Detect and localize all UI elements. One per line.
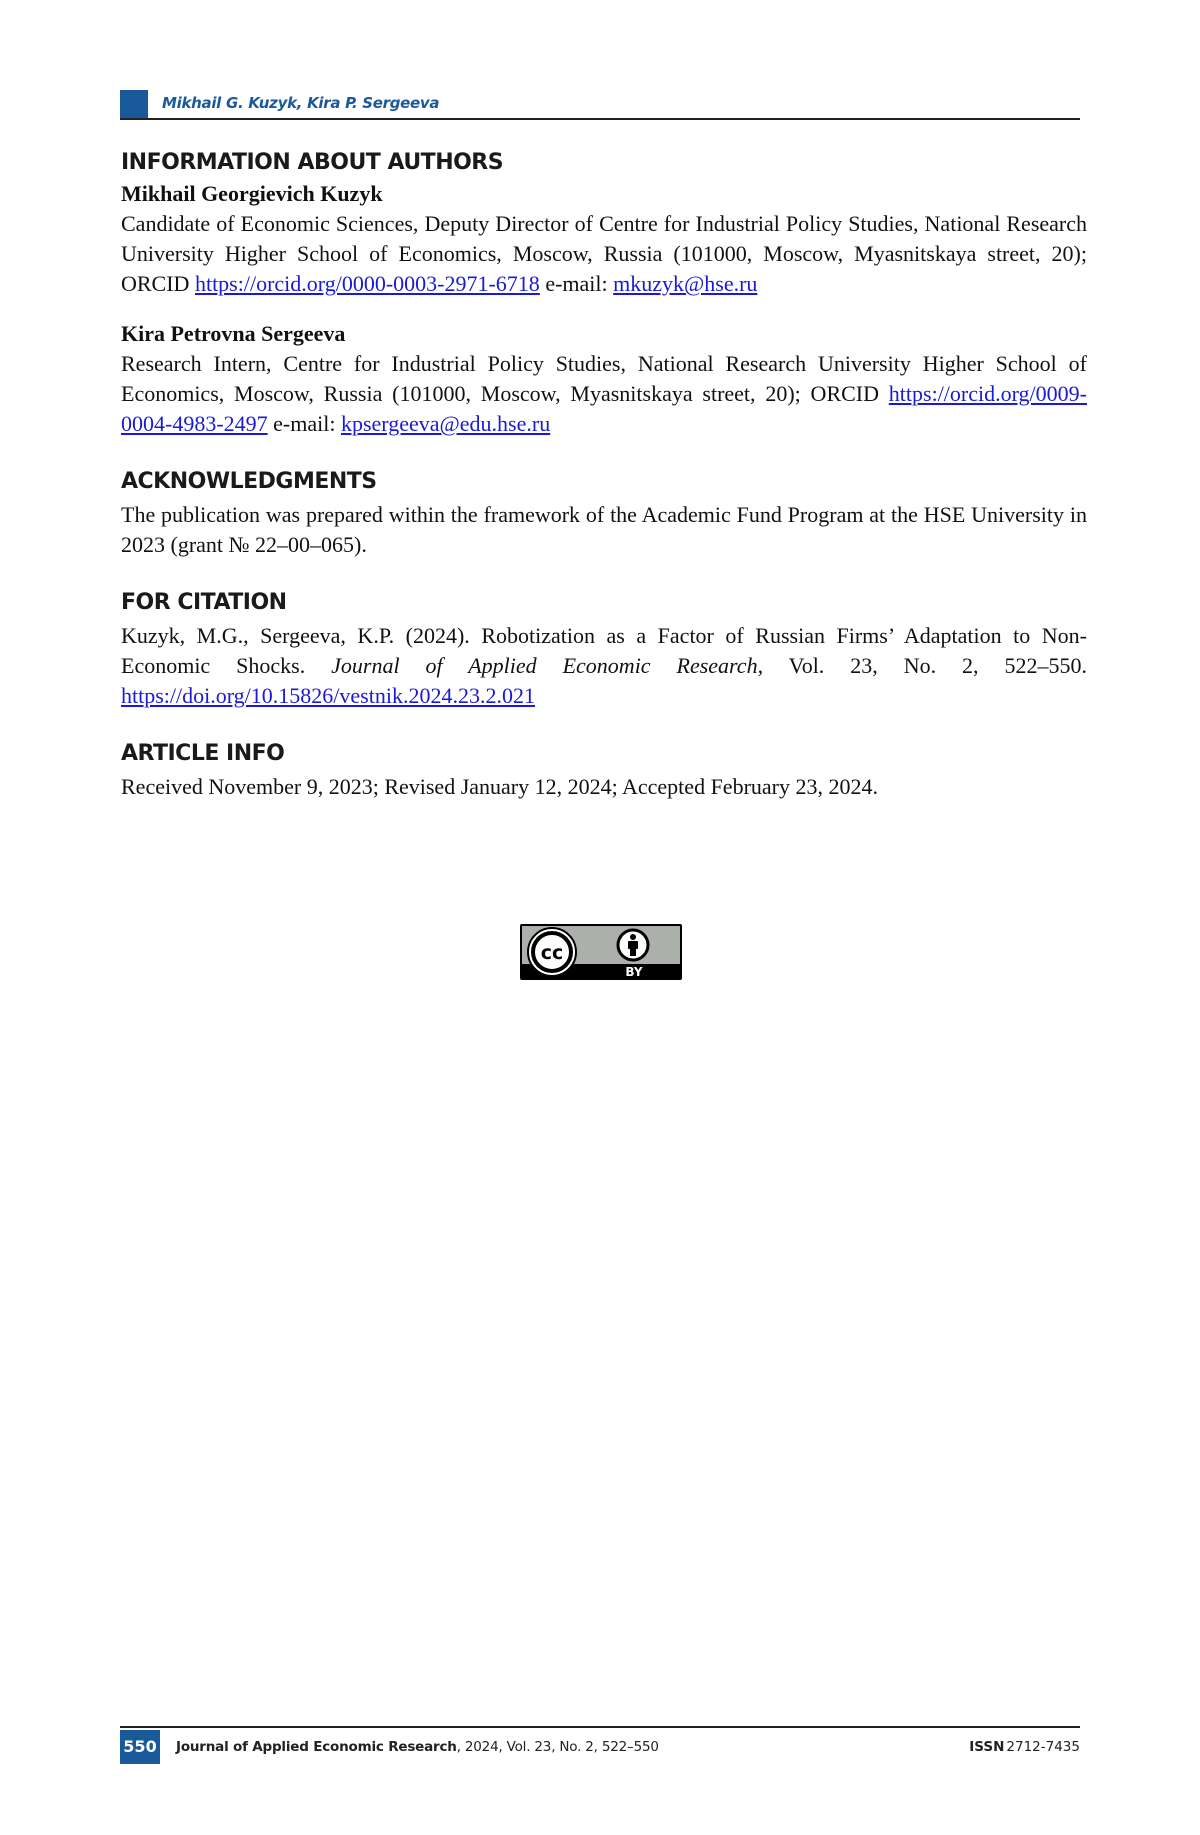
author2-bio-text: Research Intern, Centre for Industrial Policy Studies, National Research University Higher School of Economics, Moscow, Russia (101000, Moscow, Myasnitskaya street, 20); ORCID [121, 351, 1087, 406]
article-info-section [121, 741, 1087, 802]
page-content [121, 150, 1087, 802]
footer-journal-name: Journal of Applied Economic Research [176, 1739, 457, 1755]
footer-rule [120, 1726, 1080, 1728]
author2-bio [121, 349, 1087, 439]
footer-journal [176, 1739, 659, 1755]
citation-section [121, 590, 1087, 711]
citation-text [121, 621, 1087, 711]
author2-email-label: e-mail: [273, 411, 336, 436]
footer-issn-value: 2712-7435 [1006, 1739, 1080, 1755]
citation-heading: FOR CITATION [121, 590, 287, 615]
authors-heading: INFORMATION ABOUT AUTHORS [121, 150, 504, 175]
page-number: 550 [120, 1730, 160, 1764]
author1-email-label: e-mail: [545, 271, 608, 296]
running-head-rule [120, 118, 1080, 120]
cc-letters: cc [540, 942, 564, 964]
author1-name: Mikhail Georgievich Kuzyk [121, 181, 383, 206]
acknowledgments-text: The publication was prepared within the framework of the Academic Fund Program at the HSE University in 2023 (grant № 22–00–065). [121, 502, 1087, 557]
running-head [120, 90, 1080, 120]
acknowledgments-section [121, 469, 1087, 560]
citation-authors-title: Kuzyk, M.G., Sergeeva, K.P. (2024). Robotization as a Factor of Russian Firms’ Adaptation to Non-Economic Shocks. [121, 623, 1087, 678]
attribution-person-icon [616, 928, 650, 962]
footer-issn [969, 1739, 1080, 1755]
footer-issn-label: ISSN [969, 1739, 1005, 1755]
cc-by-label: BY [625, 965, 643, 979]
author2-email-link[interactable]: kpsergeeva@edu.hse.ru [340, 411, 551, 436]
cc-by-license-badge[interactable] [520, 924, 682, 980]
citation-journal: Journal of Applied Economic Research, [331, 653, 764, 678]
acknowledgments-heading: ACKNOWLEDGMENTS [121, 469, 377, 494]
footer-issue: , 2024, Vol. 23, No. 2, 522–550 [456, 1739, 659, 1755]
page-footer [120, 1726, 1080, 1766]
citation-doi-link[interactable]: https://doi.org/10.15826/vestnik.2024.23.2.021 [121, 683, 535, 708]
running-head-accent-block [120, 90, 148, 120]
article-info-heading: ARTICLE INFO [121, 741, 285, 766]
running-head-authors: Mikhail G. Kuzyk, Kira P. Sergeeva [162, 94, 440, 112]
creative-commons-icon [526, 926, 578, 978]
author1-orcid-link[interactable]: https://orcid.org/0000-0003-2971-6718 [194, 271, 540, 296]
author1-bio [121, 209, 1087, 299]
article-info-text: Received November 9, 2023; Revised January 12, 2024; Accepted February 23, 2024. [121, 774, 878, 799]
author1-bio-text: Candidate of Economic Sciences, Deputy Director of Centre for Industrial Policy Studies, National Research University Higher School of Economics, Moscow, Russia (101000, Moscow, Myasnitskaya street, 20); ORCID [121, 211, 1087, 296]
author2-name: Kira Petrovna Sergeeva [121, 321, 346, 346]
author2-orcid-link[interactable]: https://orcid.org/0009-0004-4983-2497 [121, 381, 1087, 436]
author1-email-link[interactable]: mkuzyk@hse.ru [613, 271, 758, 296]
citation-volume: Vol. 23, No. 2, 522–550. [788, 653, 1087, 678]
authors-section [121, 150, 1087, 439]
